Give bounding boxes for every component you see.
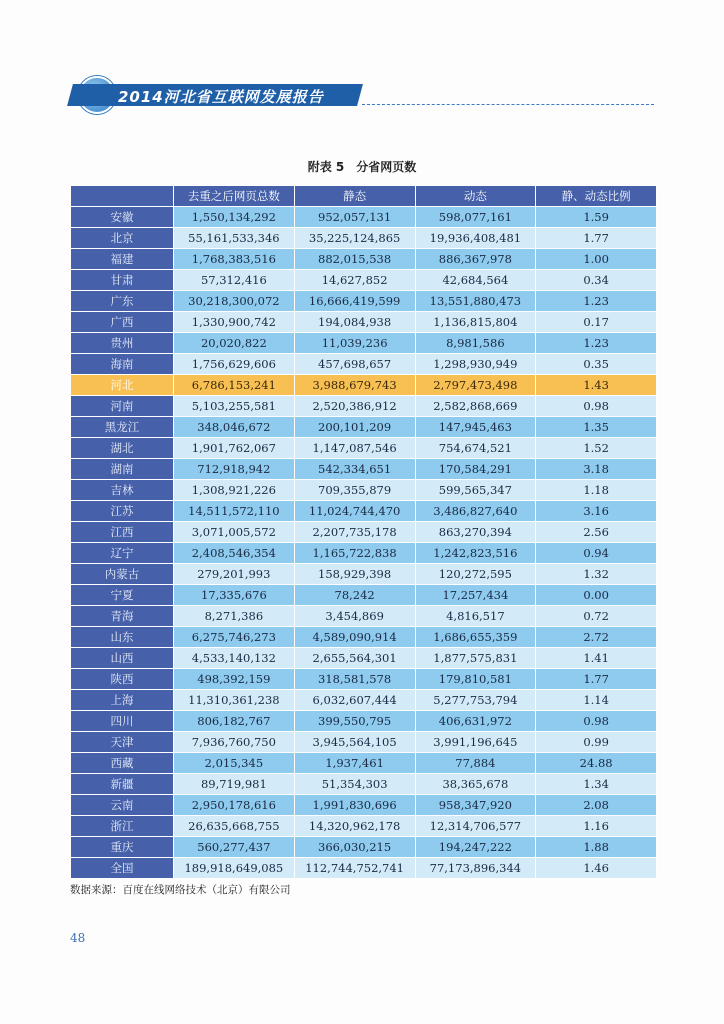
table-row <box>71 354 657 375</box>
province-cell: 河北 <box>71 375 174 396</box>
table-row <box>71 291 657 312</box>
province-cell: 甘肃 <box>71 270 174 291</box>
value-cell: 0.17 <box>536 312 657 333</box>
table-row <box>71 795 657 816</box>
province-cell: 吉林 <box>71 480 174 501</box>
value-cell: 1.23 <box>536 291 657 312</box>
value-cell: 457,698,657 <box>294 354 415 375</box>
value-cell: 57,312,416 <box>174 270 295 291</box>
value-cell: 0.98 <box>536 396 657 417</box>
value-cell: 1,330,900,742 <box>174 312 295 333</box>
value-cell: 1,686,655,359 <box>415 627 536 648</box>
value-cell: 19,936,408,481 <box>415 228 536 249</box>
value-cell: 158,929,398 <box>294 564 415 585</box>
value-cell: 709,355,879 <box>294 480 415 501</box>
value-cell: 6,786,153,241 <box>174 375 295 396</box>
value-cell: 35,225,124,865 <box>294 228 415 249</box>
value-cell: 1.00 <box>536 249 657 270</box>
value-cell: 17,335,676 <box>174 585 295 606</box>
column-header: 静、动态比例 <box>536 186 657 207</box>
province-cell: 西藏 <box>71 753 174 774</box>
table-row <box>71 522 657 543</box>
value-cell: 3,988,679,743 <box>294 375 415 396</box>
value-cell: 1.46 <box>536 858 657 879</box>
table-row <box>71 417 657 438</box>
value-cell: 1.59 <box>536 207 657 228</box>
value-cell: 112,744,752,741 <box>294 858 415 879</box>
value-cell: 30,218,300,072 <box>174 291 295 312</box>
table-row <box>71 648 657 669</box>
value-cell: 2,207,735,178 <box>294 522 415 543</box>
value-cell: 3,945,564,105 <box>294 732 415 753</box>
table-row <box>71 270 657 291</box>
value-cell: 1,308,921,226 <box>174 480 295 501</box>
value-cell: 6,032,607,444 <box>294 690 415 711</box>
value-cell: 7,936,760,750 <box>174 732 295 753</box>
table-row <box>71 690 657 711</box>
province-cell: 重庆 <box>71 837 174 858</box>
report-title: 2014河北省互联网发展报告 <box>118 88 324 106</box>
value-cell: 1.88 <box>536 837 657 858</box>
province-cell: 辽宁 <box>71 543 174 564</box>
value-cell: 14,320,962,178 <box>294 816 415 837</box>
table-title: 附表 5 分省网页数 <box>307 160 417 174</box>
table-row <box>71 774 657 795</box>
value-cell: 194,084,938 <box>294 312 415 333</box>
value-cell: 399,550,795 <box>294 711 415 732</box>
table-row <box>71 753 657 774</box>
table-row <box>71 207 657 228</box>
province-cell: 内蒙古 <box>71 564 174 585</box>
table-row <box>71 837 657 858</box>
table-row <box>71 459 657 480</box>
value-cell: 1.41 <box>536 648 657 669</box>
table-section <box>70 185 657 945</box>
column-header <box>71 186 174 207</box>
value-cell: 6,275,746,273 <box>174 627 295 648</box>
table-row <box>71 480 657 501</box>
table-row <box>71 732 657 753</box>
value-cell: 0.94 <box>536 543 657 564</box>
province-cell: 云南 <box>71 795 174 816</box>
value-cell: 3.16 <box>536 501 657 522</box>
value-cell: 599,565,347 <box>415 480 536 501</box>
value-cell: 1.77 <box>536 669 657 690</box>
value-cell: 2,015,345 <box>174 753 295 774</box>
value-cell: 2.56 <box>536 522 657 543</box>
value-cell: 0.72 <box>536 606 657 627</box>
value-cell: 8,271,386 <box>174 606 295 627</box>
province-cell: 湖北 <box>71 438 174 459</box>
value-cell: 806,182,767 <box>174 711 295 732</box>
value-cell: 11,310,361,238 <box>174 690 295 711</box>
table-row <box>71 249 657 270</box>
value-cell: 194,247,222 <box>415 837 536 858</box>
value-cell: 2.72 <box>536 627 657 648</box>
value-cell: 1,550,134,292 <box>174 207 295 228</box>
value-cell: 4,533,140,132 <box>174 648 295 669</box>
province-cell: 河南 <box>71 396 174 417</box>
value-cell: 3.18 <box>536 459 657 480</box>
value-cell: 1,901,762,067 <box>174 438 295 459</box>
province-cell: 陕西 <box>71 669 174 690</box>
value-cell: 1.23 <box>536 333 657 354</box>
province-cell: 山东 <box>71 627 174 648</box>
value-cell: 1.34 <box>536 774 657 795</box>
value-cell: 1.52 <box>536 438 657 459</box>
value-cell: 406,631,972 <box>415 711 536 732</box>
value-cell: 4,816,517 <box>415 606 536 627</box>
value-cell: 189,918,649,085 <box>174 858 295 879</box>
value-cell: 5,277,753,794 <box>415 690 536 711</box>
province-cell: 宁夏 <box>71 585 174 606</box>
province-cell: 贵州 <box>71 333 174 354</box>
value-cell: 0.00 <box>536 585 657 606</box>
province-cell: 江苏 <box>71 501 174 522</box>
value-cell: 279,201,993 <box>174 564 295 585</box>
table-row <box>71 711 657 732</box>
value-cell: 2,655,564,301 <box>294 648 415 669</box>
column-header: 动态 <box>415 186 536 207</box>
province-cell: 全国 <box>71 858 174 879</box>
table-row <box>71 669 657 690</box>
value-cell: 2,520,386,912 <box>294 396 415 417</box>
data-source-note: 数据来源：百度在线网络技术（北京）有限公司 <box>70 884 291 896</box>
value-cell: 1.14 <box>536 690 657 711</box>
value-cell: 0.34 <box>536 270 657 291</box>
value-cell: 200,101,209 <box>294 417 415 438</box>
value-cell: 542,334,651 <box>294 459 415 480</box>
province-cell: 江西 <box>71 522 174 543</box>
value-cell: 0.98 <box>536 711 657 732</box>
value-cell: 24.88 <box>536 753 657 774</box>
value-cell: 16,666,419,599 <box>294 291 415 312</box>
value-cell: 754,674,521 <box>415 438 536 459</box>
column-header: 静态 <box>294 186 415 207</box>
value-cell: 1,147,087,546 <box>294 438 415 459</box>
value-cell: 318,581,578 <box>294 669 415 690</box>
province-cell: 福建 <box>71 249 174 270</box>
value-cell: 366,030,215 <box>294 837 415 858</box>
province-webpage-table <box>70 185 657 879</box>
value-cell: 1,991,830,696 <box>294 795 415 816</box>
value-cell: 12,314,706,577 <box>415 816 536 837</box>
province-cell: 湖南 <box>71 459 174 480</box>
value-cell: 77,173,896,344 <box>415 858 536 879</box>
province-cell: 北京 <box>71 228 174 249</box>
value-cell: 1.16 <box>536 816 657 837</box>
value-cell: 863,270,394 <box>415 522 536 543</box>
value-cell: 1.43 <box>536 375 657 396</box>
value-cell: 42,684,564 <box>415 270 536 291</box>
table-row <box>71 816 657 837</box>
value-cell: 1,877,575,831 <box>415 648 536 669</box>
province-cell: 四川 <box>71 711 174 732</box>
value-cell: 712,918,942 <box>174 459 295 480</box>
value-cell: 14,627,852 <box>294 270 415 291</box>
value-cell: 11,039,236 <box>294 333 415 354</box>
value-cell: 1,165,722,838 <box>294 543 415 564</box>
province-cell: 浙江 <box>71 816 174 837</box>
province-cell: 山西 <box>71 648 174 669</box>
value-cell: 11,024,744,470 <box>294 501 415 522</box>
province-cell: 广西 <box>71 312 174 333</box>
province-cell: 黑龙江 <box>71 417 174 438</box>
value-cell: 55,161,533,346 <box>174 228 295 249</box>
value-cell: 886,367,978 <box>415 249 536 270</box>
column-header: 去重之后网页总数 <box>174 186 295 207</box>
value-cell: 20,020,822 <box>174 333 295 354</box>
value-cell: 3,486,827,640 <box>415 501 536 522</box>
table-row <box>71 501 657 522</box>
value-cell: 1.77 <box>536 228 657 249</box>
province-cell: 青海 <box>71 606 174 627</box>
table-row <box>71 564 657 585</box>
value-cell: 89,719,981 <box>174 774 295 795</box>
table-header-row <box>71 186 657 207</box>
value-cell: 3,071,005,572 <box>174 522 295 543</box>
value-cell: 38,365,678 <box>415 774 536 795</box>
table-row <box>71 543 657 564</box>
value-cell: 51,354,303 <box>294 774 415 795</box>
value-cell: 3,454,869 <box>294 606 415 627</box>
table-row <box>71 396 657 417</box>
province-cell: 安徽 <box>71 207 174 228</box>
province-cell: 天津 <box>71 732 174 753</box>
value-cell: 26,635,668,755 <box>174 816 295 837</box>
value-cell: 1,756,629,606 <box>174 354 295 375</box>
value-cell: 8,981,586 <box>415 333 536 354</box>
value-cell: 1,242,823,516 <box>415 543 536 564</box>
province-cell: 新疆 <box>71 774 174 795</box>
value-cell: 77,884 <box>415 753 536 774</box>
value-cell: 2.08 <box>536 795 657 816</box>
value-cell: 13,551,880,473 <box>415 291 536 312</box>
value-cell: 17,257,434 <box>415 585 536 606</box>
table-row <box>71 312 657 333</box>
value-cell: 498,392,159 <box>174 669 295 690</box>
value-cell: 1,298,930,949 <box>415 354 536 375</box>
value-cell: 78,242 <box>294 585 415 606</box>
value-cell: 0.35 <box>536 354 657 375</box>
province-cell: 上海 <box>71 690 174 711</box>
value-cell: 598,077,161 <box>415 207 536 228</box>
table-row <box>71 228 657 249</box>
value-cell: 2,582,868,669 <box>415 396 536 417</box>
value-cell: 1.18 <box>536 480 657 501</box>
value-cell: 2,797,473,498 <box>415 375 536 396</box>
table-row <box>71 585 657 606</box>
value-cell: 958,347,920 <box>415 795 536 816</box>
page-number: 48 <box>70 931 86 945</box>
province-cell: 广东 <box>71 291 174 312</box>
value-cell: 120,272,595 <box>415 564 536 585</box>
value-cell: 0.99 <box>536 732 657 753</box>
value-cell: 3,991,196,645 <box>415 732 536 753</box>
value-cell: 147,945,463 <box>415 417 536 438</box>
value-cell: 952,057,131 <box>294 207 415 228</box>
table-row <box>71 858 657 879</box>
value-cell: 2,408,546,354 <box>174 543 295 564</box>
value-cell: 4,589,090,914 <box>294 627 415 648</box>
table-row <box>71 333 657 354</box>
value-cell: 882,015,538 <box>294 249 415 270</box>
value-cell: 348,046,672 <box>174 417 295 438</box>
value-cell: 14,511,572,110 <box>174 501 295 522</box>
value-cell: 1.35 <box>536 417 657 438</box>
value-cell: 1.32 <box>536 564 657 585</box>
value-cell: 1,768,383,516 <box>174 249 295 270</box>
value-cell: 179,810,581 <box>415 669 536 690</box>
table-row <box>71 606 657 627</box>
value-cell: 1,136,815,804 <box>415 312 536 333</box>
header-divider <box>362 104 654 105</box>
province-cell: 海南 <box>71 354 174 375</box>
table-row <box>71 627 657 648</box>
value-cell: 2,950,178,616 <box>174 795 295 816</box>
table-row <box>71 375 657 396</box>
value-cell: 1,937,461 <box>294 753 415 774</box>
value-cell: 170,584,291 <box>415 459 536 480</box>
value-cell: 560,277,437 <box>174 837 295 858</box>
value-cell: 5,103,255,581 <box>174 396 295 417</box>
table-row <box>71 438 657 459</box>
